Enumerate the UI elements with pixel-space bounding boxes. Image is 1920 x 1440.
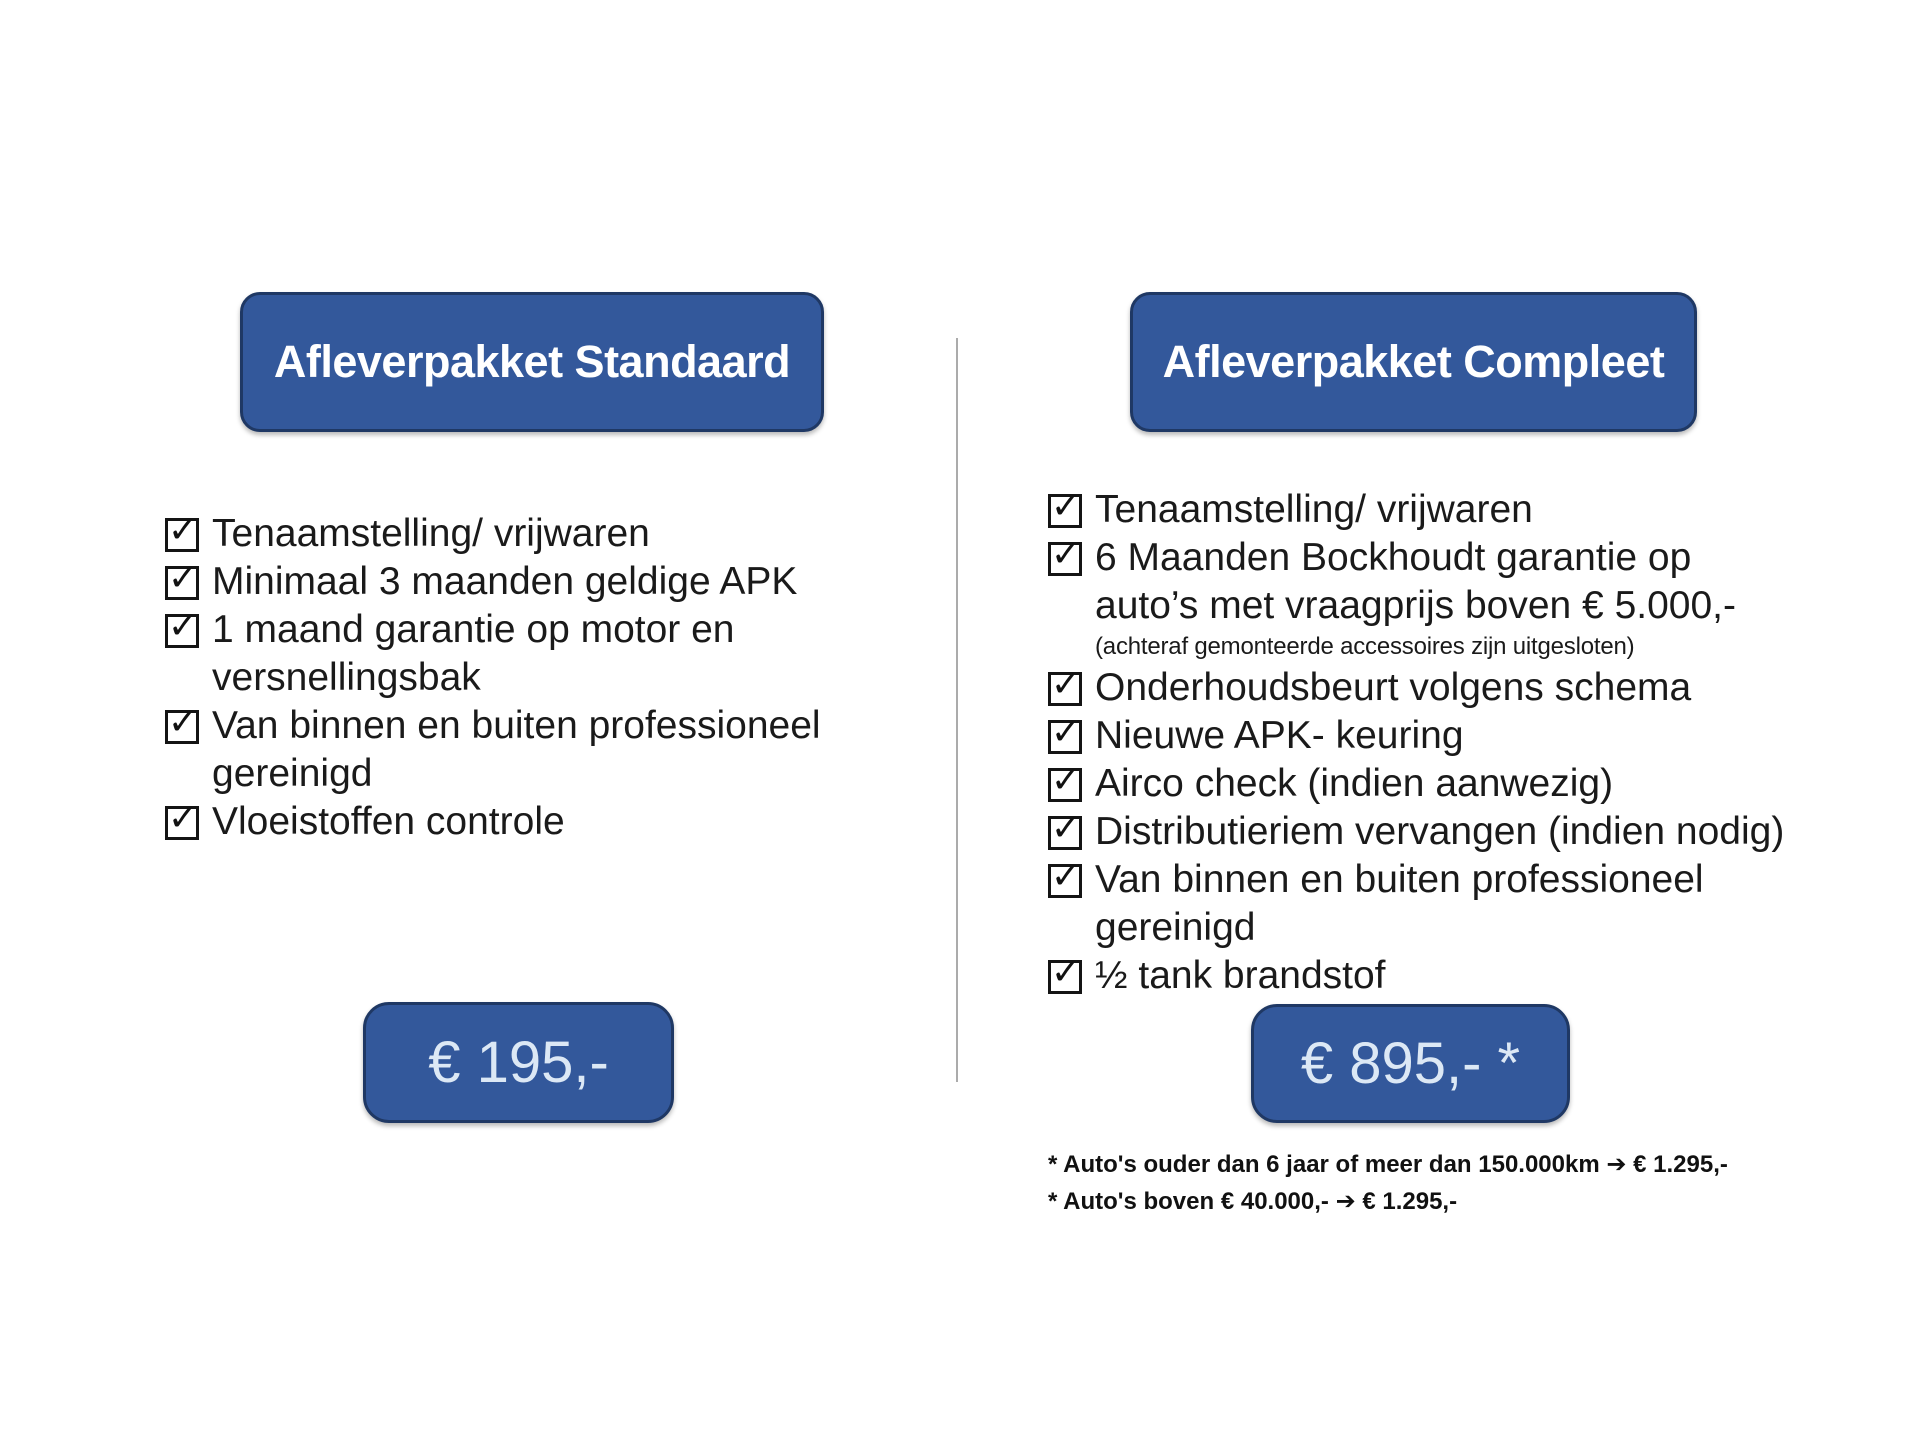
checked-checkbox-icon (1048, 760, 1082, 802)
list-item-line: Tenaamstelling/ vrijwaren (212, 512, 650, 555)
list-item-line: Airco check (indien aanwezig) (1095, 762, 1614, 805)
footnote-line: * Auto's ouder dan 6 jaar of meer dan 150.000km ➔ € 1.295,- (1048, 1151, 1728, 1178)
check-mark-icon: ✓ (1050, 534, 1082, 575)
complete-package-title-box (1130, 292, 1697, 432)
price-footnotes (1048, 1146, 1728, 1220)
list-item-line: ½ tank brandstof (1095, 954, 1386, 997)
standard-package-title-box (240, 292, 824, 432)
checked-checkbox-icon (1048, 712, 1082, 754)
complete-price-box (1251, 1004, 1570, 1123)
list-item-text (212, 702, 821, 798)
list-item-line: Distributieriem vervangen (indien nodig) (1095, 810, 1785, 853)
check-mark-icon: ✓ (1050, 808, 1082, 849)
list-item-text (1095, 712, 1464, 760)
checked-checkbox-icon (165, 702, 199, 744)
list-item-line: gereinigd (1095, 906, 1256, 949)
list-item-note: (achteraf gemonteerde accessoires zijn uitgesloten) (1095, 633, 1635, 660)
check-mark-icon: ✓ (1050, 712, 1082, 753)
complete-package-title: Afleverpakket Compleet (1162, 336, 1665, 387)
list-item-line: Tenaamstelling/ vrijwaren (1095, 488, 1533, 531)
list-item-line: versnellingsbak (212, 656, 481, 699)
list-item-line: 6 Maanden Bockhoudt garantie op (1095, 536, 1692, 579)
list-item-line: Nieuwe APK- keuring (1095, 714, 1464, 757)
checked-checkbox-icon (1048, 486, 1082, 528)
standard-feature-list (165, 510, 905, 846)
list-item-text (1095, 664, 1691, 712)
checked-checkbox-icon (165, 558, 199, 600)
list-item (165, 606, 905, 702)
list-item (1048, 712, 1838, 760)
check-mark-icon: ✓ (167, 702, 199, 743)
list-item-text (1095, 808, 1784, 856)
check-mark-icon: ✓ (1050, 952, 1082, 993)
list-item-text (1095, 534, 1736, 664)
list-item-text (1095, 856, 1704, 952)
checked-checkbox-icon (165, 510, 199, 552)
complete-feature-list (1048, 486, 1838, 1000)
check-mark-icon: ✓ (167, 798, 199, 839)
list-item (1048, 534, 1838, 664)
list-item-text (212, 510, 650, 558)
checked-checkbox-icon (165, 606, 199, 648)
list-item-line: Onderhoudsbeurt volgens schema (1095, 666, 1692, 709)
standard-price: € 195,- (428, 1030, 609, 1095)
list-item-line: Vloeistoffen controle (212, 800, 565, 843)
check-mark-icon: ✓ (167, 510, 199, 551)
list-item-line: Van binnen en buiten professioneel (212, 704, 821, 747)
list-item (1048, 760, 1838, 808)
checked-checkbox-icon (1048, 664, 1082, 706)
list-item-line: gereinigd (212, 752, 373, 795)
list-item (1048, 486, 1838, 534)
list-item-line: Minimaal 3 maanden geldige APK (212, 560, 798, 603)
list-item-text (1095, 760, 1613, 808)
checked-checkbox-icon (165, 798, 199, 840)
list-item (165, 798, 905, 846)
list-item (1048, 664, 1838, 712)
check-mark-icon: ✓ (1050, 664, 1082, 705)
list-item-text (1095, 486, 1533, 534)
list-item-line: auto’s met vraagprijs boven € 5.000,- (1095, 584, 1736, 627)
checked-checkbox-icon (1048, 534, 1082, 576)
vertical-divider (956, 338, 958, 1082)
list-item-line: Van binnen en buiten professioneel (1095, 858, 1704, 901)
list-item (1048, 952, 1838, 1000)
standard-package-title: Afleverpakket Standaard (273, 336, 791, 387)
list-item-text (212, 606, 735, 702)
list-item-line: 1 maand garantie op motor en (212, 608, 735, 651)
check-mark-icon: ✓ (1050, 856, 1082, 897)
list-item (165, 702, 905, 798)
list-item-text (212, 798, 565, 846)
list-item (1048, 808, 1838, 856)
list-item-text (1095, 952, 1386, 1000)
checked-checkbox-icon (1048, 856, 1082, 898)
complete-price: € 895,- * (1300, 1031, 1521, 1096)
list-item (165, 558, 905, 606)
standard-price-box (363, 1002, 674, 1123)
list-item (1048, 856, 1838, 952)
check-mark-icon: ✓ (167, 606, 199, 647)
check-mark-icon: ✓ (167, 558, 199, 599)
footnote-line: * Auto's boven € 40.000,- ➔ € 1.295,- (1048, 1188, 1458, 1215)
checked-checkbox-icon (1048, 808, 1082, 850)
checked-checkbox-icon (1048, 952, 1082, 994)
check-mark-icon: ✓ (1050, 486, 1082, 527)
check-mark-icon: ✓ (1050, 760, 1082, 801)
list-item-text (212, 558, 797, 606)
list-item (165, 510, 905, 558)
